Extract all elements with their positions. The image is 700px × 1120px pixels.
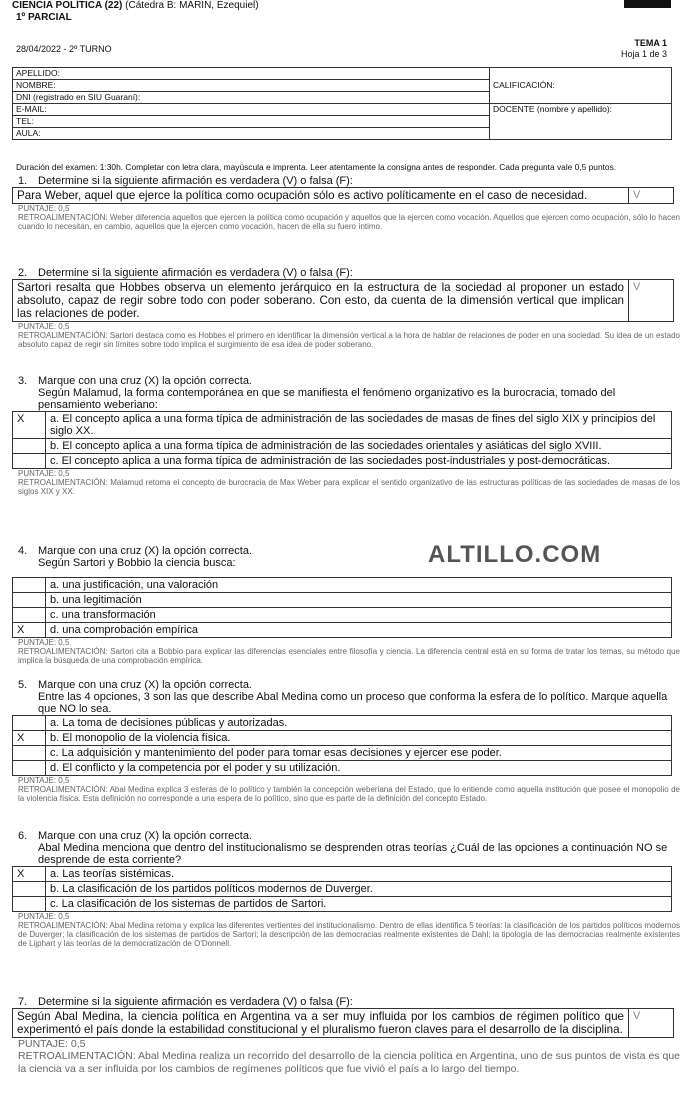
tel-field[interactable]: TEL: — [13, 116, 490, 128]
score-label: PUNTAJE: 0,5 — [18, 776, 70, 785]
question-number: 6. — [18, 830, 28, 842]
watermark: ALTILLO.COM — [428, 541, 602, 568]
prompt-text: Marque con una cruz (X) la opción correcta. — [38, 830, 252, 842]
options-table — [12, 866, 672, 912]
mark-cell[interactable] — [13, 897, 46, 912]
score-label: PUNTAJE: 0,5 — [18, 1038, 86, 1050]
option-row[interactable] — [13, 608, 672, 623]
statement-box — [12, 279, 674, 322]
feedback-text: RETROALIMENTACIÓN: Abal Medina realiza un recorrido del desarrollo de la ciencia política en Argentina, uno de sus puntos de vista es que la ciencia va a ser influida por los cambios de regímenes políticos que fue vivió el país a lo largo del tiempo. — [18, 1050, 680, 1075]
dni-field[interactable]: DNI (registrado en SIU Guaraní): — [13, 92, 490, 104]
question-prompt — [12, 267, 680, 279]
mark-cell[interactable] — [13, 593, 46, 608]
score-label: PUNTAJE: 0,5 — [18, 469, 70, 478]
mark-cell[interactable]: X — [13, 867, 46, 882]
student-info-table — [12, 67, 672, 140]
prompt-text: Determine si la siguiente afirmación es verdadera (V) o falsa (F): — [38, 175, 353, 187]
option-row[interactable] — [13, 716, 672, 731]
feedback-text: RETROALIMENTACIÓN: Abal Medina explica 3 esferas de lo político y también la concepción weberiana del Estado, que lo entiende como aquella institución que posee el monopolio de la violencia física. Esta definición no corresponde a una espera de lo político, sino que es parte de la definición del concepto Estado. — [18, 785, 680, 803]
feedback-text: RETROALIMENTACIÓN: Weber diferencia aquellos que ejercen la política como ocupación y aquellos que la ejercen como vocación. Aquellos que ejercen como ocupación, sólo lo hacen cuando lo necesitan, en cambio, aquellos que la ejercen como vocación, hacen de ella su fuero íntimo. — [18, 213, 680, 231]
option-text: d. una comprobación empírica — [46, 623, 672, 638]
aula-field[interactable]: AULA: — [13, 128, 490, 140]
course-title — [12, 0, 259, 11]
mark-cell[interactable] — [13, 882, 46, 897]
option-row[interactable] — [13, 593, 672, 608]
question-7 — [12, 996, 680, 1076]
parcial-label: 1º PARCIAL — [16, 12, 72, 23]
exam-instructions: Duración del examen: 1:30h. Completar con letra clara, mayúscula e imprenta. Leer atentamente la consigna antes de responder. Cada pregunta vale 0,5 puntos. — [16, 162, 617, 172]
question-number: 1. — [18, 175, 28, 187]
option-row[interactable] — [13, 746, 672, 761]
email-field[interactable]: E-MAIL: — [13, 104, 490, 116]
question-number: 3. — [18, 375, 28, 387]
question-prompt — [12, 375, 680, 387]
prompt-text: Marque con una cruz (X) la opción correcta. — [38, 545, 252, 557]
statement-text: Para Weber, aquel que ejerce la política como ocupación sólo es activo políticamente en el caso de necesidad. — [13, 188, 629, 203]
question-prompt — [12, 830, 680, 842]
question-5 — [12, 679, 680, 803]
option-text: c. La adquisición y mantenimiento del poder para tomar esas decisiones y ejercer ese poder. — [46, 746, 672, 761]
question-prompt — [12, 996, 680, 1008]
option-text: c. El concepto aplica a una forma típica de administración de las sociedades post-industriales y post-democráticas. — [46, 454, 672, 469]
prompt-text: Determine si la siguiente afirmación es verdadera (V) o falsa (F): — [38, 267, 353, 279]
mark-cell[interactable] — [13, 439, 46, 454]
question-3 — [12, 375, 680, 496]
option-row[interactable] — [13, 439, 672, 454]
subprompt-text: Según Sartori y Bobbio la ciencia busca: — [38, 557, 236, 569]
docente-field[interactable]: DOCENTE (nombre y apellido): — [490, 104, 672, 140]
question-1 — [12, 175, 680, 231]
feedback-text: RETROALIMENTACIÓN: Sartori destaca como es Hobbes el primero en identificar la dimensión vertical a la hora de hablar de relaciones de poder en una sociedad. Su idea de un estado absoluto capaz de regir sin límites sobre todo implica el surgimiento de esa idea de poder soberano. — [18, 331, 680, 349]
question-prompt — [12, 545, 680, 557]
subprompt-text: Abal Medina menciona que dentro del institucionalismo se desprenden otras teorías ¿Cuál de las opciones a continuación NO se desprende de esta corriente? — [38, 842, 668, 866]
score-label: PUNTAJE: 0,5 — [18, 322, 70, 331]
prompt-text: Marque con una cruz (X) la opción correcta. — [38, 679, 252, 691]
mark-cell[interactable] — [13, 761, 46, 776]
option-text: b. una legitimación — [46, 593, 672, 608]
option-row[interactable] — [13, 623, 672, 638]
feedback-text: RETROALIMENTACIÓN: Sartori cita a Bobbio para explicar las diferencias esenciales entre filosofía y ciencia. La diferencia central está en su forma de tratar los temas, su método que implica la búsqueda de una comprobación empírica. — [18, 647, 680, 665]
mark-cell[interactable]: X — [13, 412, 46, 439]
mark-cell[interactable] — [13, 454, 46, 469]
statement-box — [12, 187, 674, 204]
options-table — [12, 577, 672, 638]
option-text: a. Las teorías sistémicas. — [46, 867, 672, 882]
option-text: b. La clasificación de los partidos políticos modernos de Duverger. — [46, 882, 672, 897]
exam-date: 28/04/2022 - 2º TURNO — [16, 44, 112, 54]
feedback-text: RETROALIMENTACIÓN: Abal Medina retoma y explica las diferentes vertientes del institucionalismo. Dentro de ellas identifica 5 teorías: la clasificación de los partidos políticos modernos de Duverger; la clasificación de los sistemas de partidos de Sartori; la descripción de las democracias realmente existentes de Dahl; la tipología de las democracias realmente existentes de Lijphart y las teorías de la democratización de O'Donnell. — [18, 921, 680, 948]
score-label: PUNTAJE: 0,5 — [18, 912, 70, 921]
statement-text: Sartori resalta que Hobbes observa un elemento jerárquico en la estructura de la sociedad al proponer un estado absoluto, capaz de regir sobre todo con poder soberano. Con esto, da cuenta de la dimensión vertical que implican las relaciones de poder. — [13, 280, 629, 321]
tema-label: TEMA 1 — [634, 38, 667, 48]
mark-cell[interactable]: X — [13, 623, 46, 638]
option-text: d. El conflicto y la competencia por el poder y su utilización. — [46, 761, 672, 776]
statement-text: Según Abal Medina, la ciencia política en Argentina va a ser muy influida por los cambios de régimen político que experimentó el país donde la estabilidad constitucional y el pluralismo fueron claves para el desarrollo de la disciplina. — [13, 1009, 629, 1037]
option-text: c. La clasificación de los sistemas de partidos de Sartori. — [46, 897, 672, 912]
statement-box — [12, 1008, 674, 1038]
answer-cell[interactable]: V — [633, 1010, 641, 1022]
page-indicator: Hoja 1 de 3 — [620, 49, 667, 59]
question-2 — [12, 267, 680, 349]
options-table — [12, 715, 672, 776]
redaction-bar — [624, 0, 671, 8]
option-text: a. La toma de decisiones públicas y autorizadas. — [46, 716, 672, 731]
answer-cell[interactable]: V — [633, 189, 641, 201]
question-4 — [12, 545, 680, 665]
score-label: PUNTAJE: 0,5 — [18, 204, 70, 213]
option-row[interactable] — [13, 731, 672, 746]
course-name: CIENCIA POLÍTICA (22) — [12, 0, 123, 11]
question-prompt — [12, 175, 680, 187]
mark-cell[interactable]: X — [13, 731, 46, 746]
mark-cell[interactable] — [13, 578, 46, 593]
apellido-field[interactable]: APELLIDO: — [13, 68, 490, 80]
option-row[interactable] — [13, 578, 672, 593]
option-row[interactable] — [13, 761, 672, 776]
question-number: 4. — [18, 545, 28, 557]
subprompt-text: Según Malamud, la forma contemporánea en que se manifiesta el fenómeno organizativo es la burocracia, tomado del pensamiento weberiano: — [38, 387, 616, 411]
question-number: 5. — [18, 679, 28, 691]
mark-cell[interactable] — [13, 746, 46, 761]
option-text: a. El concepto aplica a una forma típica de administración de las sociedades de masas de fines del siglo XIX y principios del siglo XX. — [46, 412, 672, 439]
question-6 — [12, 830, 680, 948]
option-row[interactable] — [13, 882, 672, 897]
answer-cell[interactable]: V — [633, 281, 641, 293]
question-number: 7. — [18, 996, 28, 1008]
prompt-text: Determine si la siguiente afirmación es verdadera (V) o falsa (F): — [38, 996, 353, 1008]
question-number: 2. — [18, 267, 28, 279]
option-text: a. una justificación, una valoración — [46, 578, 672, 593]
cathedra: (Cátedra B: MARIN, Ezequiel) — [125, 0, 259, 11]
subprompt-text: Entre las 4 opciones, 3 son las que describe Abal Medina como un proceso que conforma la esfera de lo político. Marque aquella que NO lo sea. — [38, 691, 668, 715]
mark-cell[interactable] — [13, 716, 46, 731]
nombre-field[interactable]: NOMBRE: — [13, 80, 490, 92]
option-text: b. El concepto aplica a una forma típica de administración de las sociedades orientales y asiáticas del siglo XVIII. — [46, 439, 672, 454]
option-text: c. una transformación — [46, 608, 672, 623]
option-row[interactable] — [13, 897, 672, 912]
option-row[interactable] — [13, 867, 672, 882]
options-table — [12, 411, 672, 469]
calificacion-field[interactable]: CALIFICACIÓN: — [490, 68, 672, 104]
prompt-text: Marque con una cruz (X) la opción correcta. — [38, 375, 252, 387]
feedback-text: RETROALIMENTACIÓN: Malamud retoma el concepto de burocracia de Max Weber para explicar el sentido organizativo de las estructuras políticas de las sociedades de masas de los siglos XIX y XX. — [18, 478, 680, 496]
option-row[interactable] — [13, 412, 672, 439]
mark-cell[interactable] — [13, 608, 46, 623]
question-prompt — [12, 679, 680, 691]
score-label: PUNTAJE: 0,5 — [18, 638, 70, 647]
option-row[interactable] — [13, 454, 672, 469]
option-text: b. El monopolio de la violencia física. — [46, 731, 672, 746]
